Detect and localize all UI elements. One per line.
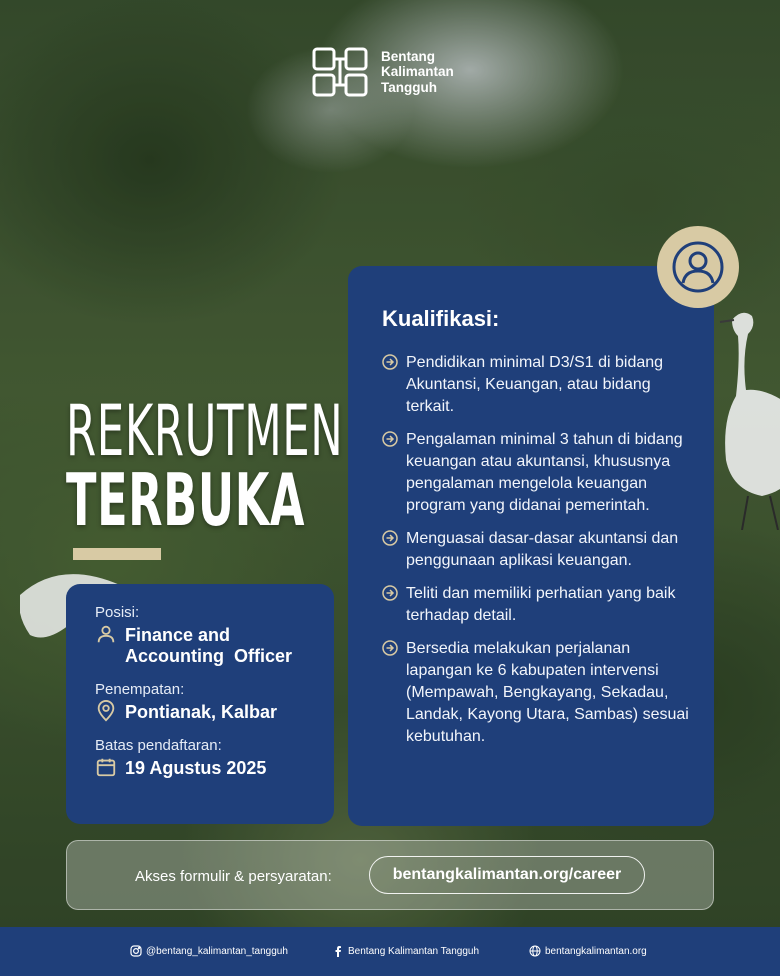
placement-row [95, 702, 334, 723]
qualifications-list [382, 352, 690, 748]
calendar-icon [95, 756, 117, 778]
qualification-item [382, 352, 690, 418]
brand-logo [311, 46, 454, 98]
position-info-card [66, 584, 334, 824]
person-icon [95, 623, 117, 645]
qualification-text: Teliti dan memiliki perhatian yang baik terhadap detail. [406, 585, 676, 624]
brand-name [381, 49, 454, 96]
arrow-circle-icon [382, 585, 398, 601]
position-value-line-1: Finance and [125, 625, 231, 645]
egret-photo-detail [712, 300, 780, 530]
profile-icon [671, 240, 725, 294]
position-label: Posisi: [95, 604, 140, 621]
deadline-value: 19 Agustus 2025 [125, 758, 267, 778]
qualification-item [382, 638, 690, 748]
access-label: Akses formulir & persyaratan: [135, 868, 332, 885]
brand-line-1: Bentang [381, 48, 435, 64]
position-value [125, 625, 292, 667]
arrow-circle-icon [382, 530, 398, 546]
brand-line-2: Kalimantan [381, 64, 454, 80]
website-url: bentangkalimantan.org [545, 945, 647, 957]
footer [0, 927, 780, 976]
qualification-text: Bersedia melakukan perjalanan lapangan ke 6 kabupaten intervensi (Mempawah, Bengkayang, Sekadau, Landak, Kayong Utara, Sambas) sesuai kebutuhan. [406, 640, 689, 745]
footer-website[interactable] [529, 945, 647, 957]
qualifications-title: Kualifikasi: [382, 306, 500, 331]
placement-value: Pontianak, Kalbar [125, 702, 278, 722]
facebook-name: Bentang Kalimantan Tangguh [348, 945, 480, 957]
facebook-icon [332, 945, 344, 957]
globe-icon [529, 945, 541, 957]
arrow-circle-icon [382, 431, 398, 447]
headline-line-2: TERBUKA [66, 458, 306, 542]
position-value-line-2: Accounting Officer [125, 646, 293, 666]
deadline-row [95, 758, 334, 779]
qualification-text: Menguasai dasar-dasar akuntansi dan penggunaan aplikasi keuangan. [406, 530, 679, 569]
arrow-circle-icon [382, 354, 398, 370]
position-row [95, 625, 334, 667]
instagram-handle: @bentang_kalimantan_tangguh [146, 945, 288, 957]
instagram-icon [130, 945, 142, 957]
profile-badge [657, 226, 739, 308]
placement-label: Penempatan: [95, 681, 185, 698]
footer-facebook[interactable] [332, 945, 479, 957]
qualification-item [382, 429, 690, 517]
career-link-button[interactable]: bentangkalimantan.org/career [369, 856, 645, 894]
access-bar [66, 840, 714, 910]
brand-line-3: Tangguh [381, 79, 437, 95]
accent-bar [73, 548, 161, 560]
location-pin-icon [95, 700, 117, 722]
headline-line-1: REKRUTMEN [66, 390, 344, 472]
qualifications-card [348, 266, 714, 826]
qualification-text: Pendidikan minimal D3/S1 di bidang Akuntansi, Keuangan, atau bidang terkait. [406, 354, 664, 415]
deadline-label: Batas pendaftaran: [95, 737, 222, 754]
qualification-text: Pengalaman minimal 3 tahun di bidang keuangan atau akuntansi, khususnya pengalaman mengelola keuangan program yang didanai pemerintah. [406, 431, 683, 514]
qualification-item [382, 528, 690, 572]
arrow-circle-icon [382, 640, 398, 656]
qualification-item [382, 583, 690, 627]
logo-mark-icon [311, 46, 369, 98]
footer-instagram[interactable] [130, 945, 288, 957]
